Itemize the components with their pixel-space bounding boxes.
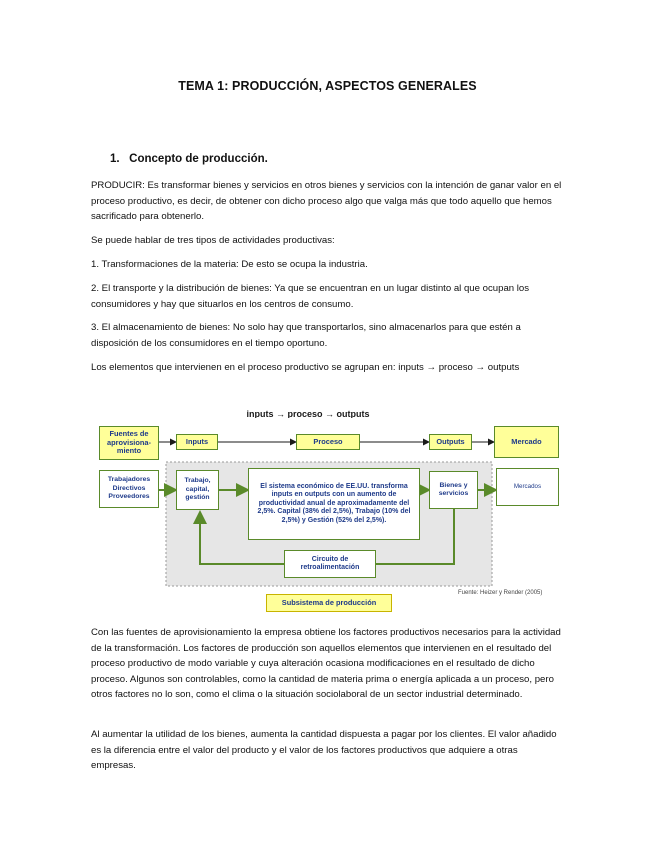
page-title: TEMA 1: PRODUCCIÓN, ASPECTOS GENERALES [178, 79, 477, 93]
box-fuentes: Fuentes de aprovisiona-miento [99, 426, 159, 460]
box-trabajadores: Trabajadores Directivos Proveedores [99, 470, 159, 508]
paragraph-types-intro: Se puede hablar de tres tipos de actividades productivas: [91, 235, 335, 246]
diagram-credit: Fuente: Heizer y Render (2005) [458, 590, 543, 596]
section-heading: 1. Concepto de producción. [110, 153, 268, 165]
box-outputs: Outputs [429, 434, 472, 450]
paragraph-factors: Con las fuentes de aprovisionamiento la empresa obtiene los factores productivos necesarios para la actividad de la transformación. Los factores de producción son aquellos elementos que intervienen en el resultado del proceso productivo de modo variable y cuya alteración ocasiona modificaciones en el resultado de dicho proceso. Algunos son controlables, como la cantidad de materia prima o energía aplicada a un proceso, pero otros factores no lo son, como el clima o la situación sociolaboral de un sector industrial determinado. [91, 627, 561, 701]
box-mercado: Mercado [494, 426, 559, 458]
box-circuito: Circuito de retroalimentación [284, 550, 376, 578]
paragraph-value-added: Al aumentar la utilidad de los bienes, aumenta la cantidad dispuesta a pagar por los clientes. El valor añadido es la diferencia entre el valor del producto y el valor de los factores productivos que adquiere a otras empresas. [91, 729, 557, 772]
production-diagram [96, 408, 562, 618]
box-sistema: El sistema económico de EE.UU. transforma inputs en outputs con un aumento de productividad anual de aproximadamente del 2,5%. Capital (38% del 2,5%), Trabajo (10% del 2,5%) y Gestión (52% del 2,5%). [248, 468, 420, 540]
paragraph-type-1: 1. Transformaciones de la materia: De esto se ocupa la industria. [91, 259, 368, 270]
diagram-caption: inputs → proceso → outputs [246, 408, 370, 418]
box-proceso: Proceso [296, 434, 360, 450]
box-bienes: Bienes y servicios [429, 471, 478, 509]
box-subsistema: Subsistema de producción [266, 594, 392, 612]
paragraph-type-2: 2. El transporte y la distribución de bienes: Ya que se encuentran en un lugar distinto al que ocupan los consumidores y hay que situarlos en los centros de consumo. [91, 283, 530, 310]
paragraph-type-3: 3. El almacenamiento de bienes: No solo hay que transportarlos, sino almacenarlos para que estén a disposición de los consumidores en el tiempo oportuno. [91, 322, 521, 349]
paragraph-elements: Los elementos que intervienen en el proceso productivo se agrupan en: inputs → proceso → outputs [91, 362, 520, 373]
paragraph-definition: PRODUCIR: Es transformar bienes y servicios en otros bienes y servicios con la intención de ganar valor en el proceso productivo, es decir, de obtener con dicho proceso algo que valga más que todo aquello que hemos sacrificado para obtenerlo. [91, 180, 562, 223]
box-mercados: Mercados [496, 468, 559, 506]
box-trabajo: Trabajo, capital, gestión [176, 470, 219, 510]
box-inputs: Inputs [176, 434, 218, 450]
